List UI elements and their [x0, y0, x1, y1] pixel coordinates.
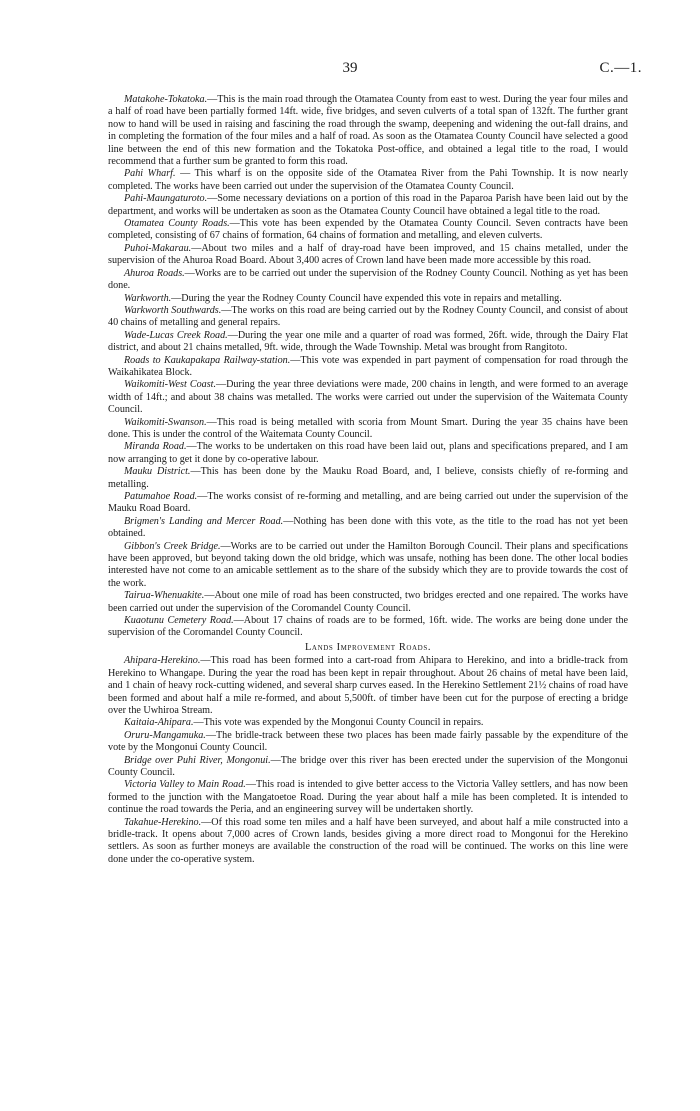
paragraph-text: —During the year the Rodney County Council have expended this vote in repairs and metalling.	[171, 292, 562, 304]
paragraph-text: —About 17 chains of roads are to be formed, 16ft. wide. The works are being done under the supervision of the Coromandel County Council.	[108, 615, 628, 639]
paragraph-title: Waikomiti-Swanson.	[124, 416, 207, 428]
paragraph-title: Warkworth Southwards.	[124, 304, 222, 316]
section-heading: Lands Improvement Roads.	[304, 641, 432, 653]
paragraph-text: —Of this road some ten miles and a half have been surveyed, and about half a mile constructed into a bridle-track. It opens about 7,000 acres of Crown lands, besides giving a more direct road to Mongonui for the Herekino settlers. As soon as further moneys are available the construction of the road will be continued. The works on this line were done under the co-operative system.	[108, 816, 628, 865]
report-paragraph	[108, 355, 628, 380]
report-paragraph	[108, 218, 628, 243]
report-paragraph	[108, 655, 628, 717]
paragraph-text: —This vote has been expended by the Otamatea County Council. Seven contracts have been completed, consisting of 67 chains of formation, 64 chains of formation and metalling, and eleven culverts.	[108, 218, 628, 242]
paragraph-title: Ahuroa Roads.	[124, 267, 185, 279]
paragraph-text: —During the year three deviations were made, 200 chains in length, and were formed to an average width of 14ft.; and about 38 chains was metalled. The works were carried out under the supervision of the Waitemata County Council.	[108, 379, 628, 416]
paragraph-title: Pahi Wharf.	[124, 168, 176, 180]
report-paragraph	[108, 466, 628, 491]
paragraph-title: Tairua-Whenuakite.	[124, 590, 205, 602]
paragraph-title: Oruru-Mangamuka.	[124, 729, 206, 741]
report-paragraph	[108, 293, 628, 305]
paragraph-title: Gibbon's Creek Bridge.	[124, 540, 221, 552]
paragraph-text: —The works on this road are being carried out by the Rodney County Council, and consist of about 40 chains of metalling and general repairs.	[108, 304, 628, 329]
report-paragraph	[108, 417, 628, 442]
report-body	[108, 94, 628, 866]
paragraph-title: Puhoi-Makarau.	[124, 242, 192, 254]
report-paragraph	[108, 491, 628, 516]
paragraph-text: —The works consist of re-forming and metalling, and are being carried out under the supervision of the Mauku Road Board.	[108, 491, 628, 515]
paragraph-title: Wade-Lucas Creek Road.	[124, 329, 228, 341]
report-paragraph	[108, 305, 628, 330]
paragraph-text: —The bridge over this river has been erected under the supervision of the Mongonui County Council.	[108, 754, 628, 778]
paragraph-text: —This vote was expended in part payment of compensation for road through the Waikahikatea Block.	[108, 354, 628, 378]
report-paragraph	[108, 590, 628, 615]
report-paragraph	[108, 330, 628, 355]
paragraph-text: —Some necessary deviations on a portion of this road in the Paparoa Parish have been laid out by the department, and works will be undertaken as soon as the Otamatea County Council have obtained a legal title to the road.	[108, 193, 628, 217]
paragraph-title: Roads to Kaukapakapa Railway-station.	[124, 354, 291, 366]
paragraph-title: Brigmen's Landing and Mercer Road.	[124, 515, 284, 527]
paragraph-title: Patumahoe Road.	[124, 491, 198, 502]
paragraph-title: Matakohe-Tokatoka.	[124, 94, 208, 105]
report-paragraph	[108, 243, 628, 268]
paragraph-text: — This wharf is on the opposite side of the Otamatea River from the Pahi Township. It is now nearly completed. The works have been carried out under the supervision of the Otamatea County Council.	[108, 168, 629, 192]
paragraph-text: —This road is being metalled with scoria from Mount Smart. During the year 35 chains have been done. This is under the control of the Waitemata County Council.	[108, 416, 628, 440]
paragraph-text: —This is the main road through the Otamatea County from east to west. During the year four miles and a half of road have been partially formed 14ft. wide, five bridges, and seven culverts of a total span of 132ft. The further grant now to hand will be used in raising and fascining the road through the swamp, deepening and widening the out-fall drains, and in completing the formation of the four miles and a half of road. As soon as the Otamatea County Council have selected a good line between the end of this new formation and the Tokatoka Post-office, and obtained a legal title to the road, I would recommend that a further sum be granted to form this road.	[108, 94, 628, 168]
paragraph-title: Mauku District.	[124, 466, 191, 478]
paragraph-text: —This has been done by the Mauku Road Board, and, I believe, consists chiefly of re-forming and metalling.	[108, 466, 628, 490]
paragraph-title: Kaitaia-Ahipara.	[124, 717, 194, 729]
paragraph-text: —About two miles and a half of dray-road have been improved, and 15 chains metalled, under the supervision of the Ahuroa Road Board. About 3,400 acres of Crown land have been made more accessible by this road.	[108, 242, 628, 267]
paragraph-text: —The works to be undertaken on this road have been laid out, plans and specifications prepared, and I am now arranging to get it done by co-operative labour.	[108, 441, 628, 465]
paragraph-title: Warkworth.	[124, 292, 172, 304]
paragraph-text: —This vote was expended by the Mongonui County Council in repairs.	[193, 717, 484, 729]
document-reference: C.—1.	[599, 60, 642, 76]
report-paragraph	[108, 730, 628, 755]
paragraph-text: —This road is intended to give better access to the Victoria Valley settlers, and has now been formed to the junction with the Mangatoetoe Road. During the year about half a mile has been completed. It is intended to continue the road towards the Peria, and an engineering survey will be undertaken shortly.	[108, 779, 628, 816]
paragraph-title: Takahue-Herekino.	[124, 816, 202, 828]
lands-improvement-roads-section	[108, 655, 628, 866]
paragraph-title: Pahi-Maungaturoto.	[124, 193, 208, 205]
paragraph-title: Otamatea County Roads.	[124, 218, 230, 230]
report-paragraph	[108, 441, 628, 466]
paragraph-text: —Works are to be carried out under the supervision of the Rodney County Council. Nothing as yet has been done.	[108, 267, 629, 292]
report-paragraph	[108, 779, 628, 816]
report-paragraph	[108, 615, 628, 640]
report-paragraph	[108, 168, 628, 193]
paragraph-title: Miranda Road.	[124, 441, 187, 453]
report-paragraph	[108, 541, 628, 591]
report-paragraph	[108, 193, 628, 218]
paragraph-text: —This road has been formed into a cart-road from Ahipara to Herekino, and into a bridle-track from Herekino to Whangape. During the year the road has been kept in repair throughout. About 26 chains of metal have been laid, and 1 chain of heavy rock-cutting widened, and several sharp curves eased. In the Herekino Settlement 21½ chains of road have been formed and about half a mile re-formed, and about 5,500ft. of timber have been cut for the purpose of erecting a bridge over the Uwhiroa Stream.	[108, 655, 628, 716]
paragraph-text: —Works are to be carried out under the Hamilton Borough Council. Their plans and specifications have been approved, but beyond taking down the old bridge, which was unsafe, nothing has been done. The other local bodies interested have not come to an amicable settlement as to the share of the subsidy which they are to provide towards the cost of the work.	[108, 540, 628, 589]
report-paragraph	[108, 268, 628, 293]
report-paragraph	[108, 817, 628, 867]
paragraph-text: —The bridle-track between these two places has been made fairly passable by the expenditure of the vote by the Mongonui County Council.	[108, 729, 628, 754]
page-number: 39	[342, 60, 358, 76]
report-paragraph	[108, 516, 628, 541]
district-roads-section	[108, 94, 628, 640]
paragraph-title: Bridge over Puhi River, Mongonui.	[124, 754, 271, 766]
paragraph-text: —During the year one mile and a quarter of road was formed, 26ft. wide, through the Dairy Flat district, and about 21 chains metalled, 9ft. wide, through the Wade Township. Metal was brought from Rangitoto.	[108, 329, 628, 354]
report-paragraph	[108, 94, 628, 168]
paragraph-title: Victoria Valley to Main Road.	[124, 779, 246, 791]
paragraph-title: Waikomiti-West Coast.	[124, 379, 216, 391]
paragraph-text: —About one mile of road has been constructed, two bridges erected and one repaired. The works have been carried out under the supervision of the Coromandel County Council.	[108, 590, 628, 614]
paragraph-text: —Nothing has been done with this vote, as the title to the road has not yet been obtained.	[108, 515, 628, 540]
report-paragraph	[108, 755, 628, 780]
paragraph-title: Ahipara-Herekino.	[124, 655, 201, 667]
report-paragraph	[108, 717, 628, 729]
paragraph-title: Kuaotunu Cemetery Road.	[124, 615, 234, 627]
report-paragraph	[108, 379, 628, 416]
